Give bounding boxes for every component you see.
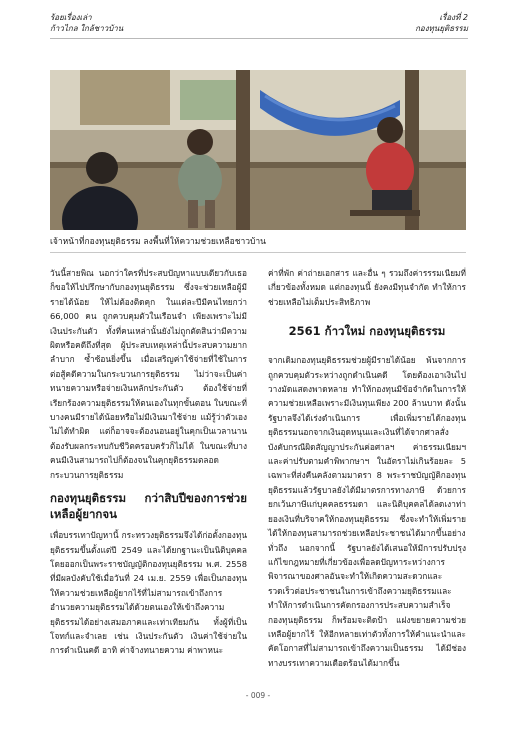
running-header-left <box>50 12 123 34</box>
section-heading: กองทุนยุติธรรม กว่าสิบปีของการช่วยเหลือผู้ยากจน <box>50 491 247 522</box>
body-paragraph: เพื่อบรรเทาปัญหานี้ กระทรวงยุติธรรมจึงได้ก่อตั้งกองทุนยุติธรรมขึ้นตั้งแต่ปี 2549 และได้ยกฐานะเป็นนิติบุคคล โดยออกเป็นพระราชบัญญัติกองทุนยุติธรรม พ.ศ. 2558 ที่มีผลบังคับใช้เมื่อวันที่ 24 เม.ย. 2559 เพื่อเป็นกองทุนให้ความช่วยเหลือผู้ยากไร้ที่ไม่สามารถเข้าถึงการอำนวยความยุติธรรมได้ด้วยตนเองให้เข้าถึงความยุติธรรมได้อย่างเสมอภาคและเท่าเทียมกัน ทั้งผู้ที่เป็นโจทก์และจำเลย เช่น เงินประกันตัว เงินค่าใช้จ่ายในการดำเนินคดี อาทิ ค่าจ้างทนายความ ค่าพาหนะ <box>50 530 247 656</box>
body-paragraph: วันนี้สายพิณ นอกว่าใครที่ประสบปัญหาแบบเดียวกับเธอก็ขอให้ไปปรึกษากับกองทุนยุติธรรม ซึ่งจะช่วยเหลือผู้มีรายได้น้อย ให้ไม่ต้องติดคุก ในแต่ละปีมีคนไทยกว่า 66,000 คน ถูกควบคุมตัวในเรือนจำ เพียงเพราะไม่มีเงินประกันตัว ทั้งที่คนเหล่านั้นยังไม่ถูกตัดสินว่ามีความผิดหรือคดีถึงที่สุด ผู้ประสบเหตุเหล่านี้ประสบความยากลำบาก ซ้ำซ้อนยิ่งขึ้น เมื่อเสริญค่าใช้จ่ายที่ใช้ในการต่อสู้คดีความในกระบวนการยุติธรรม ไม่ว่าจะเป็นค่าทนายความหรือจ่ายเงินหลักประกันตัว ต้องใช้จ่ายที่เรียกร้องความยุติธรรมให้ตนเองในทุกขั้นตอน ในขณะที่บางคนมีรายได้น้อยหรือไม่มีเงินมาใช้จ่าย แม้รู้ว่าตัวเองไม่ได้ทำผิด แต่ก็อาจจะต้องนอนอยู่ในคุกเป็นเวลานาน ต้องรับผลกระทบกับชีวิตครอบครัวก็ไม่ได้ ในขณะที่บางคนมีเงินสามารถไปก็ต้องจนในคุกยุติธรรมตลอดกระบวนการยุติธรรม <box>50 268 247 480</box>
left-column <box>50 266 247 658</box>
photo-caption: เจ้าหน้าที่กองทุนยุติธรรม ลงพื้นที่ให้ความช่วยเหลือชาวบ้าน <box>50 237 266 247</box>
section-heading: 2561 ก้าวใหม่ กองทุนยุติธรรม <box>288 324 446 339</box>
page-number: - 009 - <box>245 691 271 700</box>
story-photo <box>50 70 466 230</box>
book-title: ร้อยเรื่องเล่า <box>50 13 92 22</box>
header-rule <box>50 38 468 39</box>
body-paragraph: ค่าที่พัก ค่าถ่ายเอกสาร และอื่น ๆ รวมถึงค่ารรรมเนียมที่เกี่ยวข้องทั้งหมด แต่กองทุนนี้ ยังคงมีทุนจำกัด ทำให้การช่วยเหลือไม่เต็มประสิทธิภาพ <box>268 268 466 307</box>
story-number: เรื่องที่ 2 <box>439 13 468 22</box>
body-paragraph: จากเดิมกองทุนยุติธรรมช่วยผู้มีรายได้น้อย พ้นจากการถูกควบคุมตัวระหว่างถูกดำเนินคดี โดยต้องเอาเงินไปวางมัดแสดงพาดหลาย ทำให้กองทุนมีข้อจำกัดในการให้ความช่วยเหลือเพราะมีเงินทุนเพียง 200 ล้านบาท ดังนั้นรัฐบาลจึงได้เร่งดำเนินการ เพื่อเพิ่มรายได้กองทุนยุติธรรมนอกจากเงินอุดหนุนและเงินที่ได้จากศาลสั่งบังคับกรณีผิดสัญญาประกันค่อศาลฯ ค่าธรรมเนียมฯ และค่าปรับตามคำพิพากษาฯ ในอัตราไม่เกินร้อยละ 5 เฉพาะที่ส่งคืนคลังตามมาตรา 8 พระราชบัญญัติกองทุนยุติธรรมแล้วรัฐบาลยังได้มีมาตรการทางภาษี ด้วยการยกเว้นภาษีแก่บุคคลธรรมดา และนิติบุคคลได้ลดเงาท่ายองเงินที่บริจาคให้กองทุนยุติธรรม ซึ่งจะทำให้เพิ่มรายได้ให้กองทุนสามารถช่วยเหลือประชาชนได้มากขึ้นอย่างทั่วถึง นอกจากนี้ รัฐบาลยังได้เสนอให้มีการปรับปรุงแก้ไขกฎหมายที่เกี่ยวข้องเพื่อลดปัญหาระหว่างการพิจารณาของศาลอันจะทำให้เกิดความสะดวกและรวดเร็วต่อประชาชนในการเข้าถึงความยุติธรรมและทำให้การดำเนินการคัดกรองการประสบความสำเร็จกองทุนยุติธรรม ก็พร้อมจะติดป้า แฝงขยายความช่วยเหลือผู้ยากไร้ ให้อีกหลายเท่าตัวทั้งการให้คำแนะนำและคัดโอกาสที่ไม่สามารถเข้าถึงความเป็นธรรม ได้มีช่องทางบรรเทาความเดือดร้อนได้มากขึ้น <box>268 355 466 668</box>
book-subtitle: ก้าวไกล ใกล้ชาวบ้าน <box>50 24 124 33</box>
running-header-right <box>415 12 468 34</box>
story-title: กองทุนยุติธรรม <box>415 24 468 33</box>
caption-rule <box>50 252 466 253</box>
photo-illustration <box>50 70 466 230</box>
right-column <box>268 266 466 670</box>
